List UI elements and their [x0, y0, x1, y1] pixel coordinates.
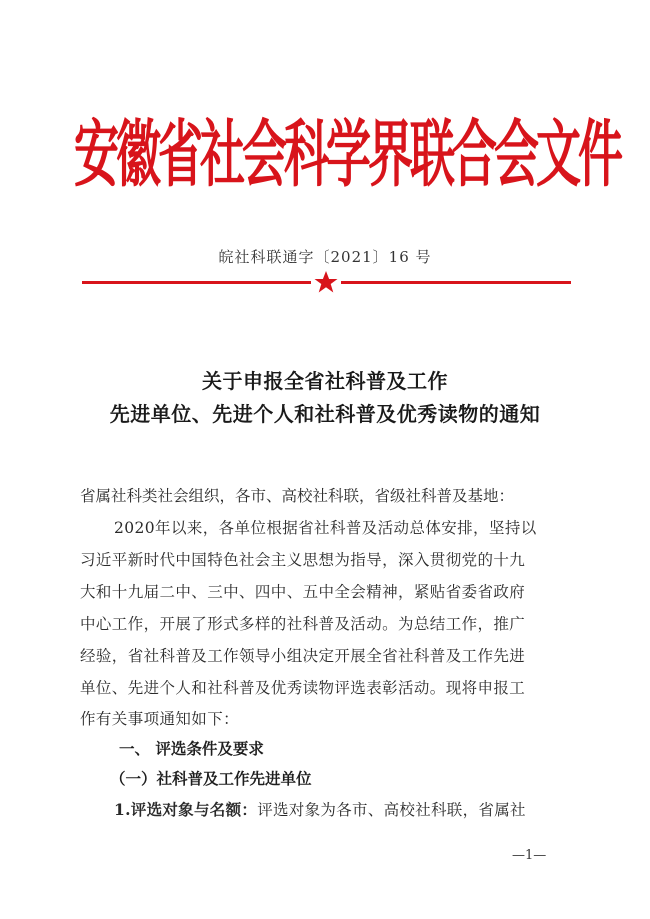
- item-1-label: 1.评选对象与名额：: [114, 800, 258, 819]
- notice-title-line2: 先进单位、先进个人和社科普及优秀读物的通知: [109, 402, 541, 426]
- paragraph-line: 经验，省社科普及工作领导小组决定开展全省社科普及工作先进: [80, 647, 526, 665]
- paragraph-line: 作有关事项通知如下：: [80, 710, 240, 728]
- item-1-text: 评选对象为各市、高校社科联，省属社: [257, 801, 526, 819]
- salutation: 省属社科类社会组织，各市、高校社科联，省级社科普及基地：: [80, 487, 515, 505]
- subsection-heading: （一）社科普及工作先进单位: [110, 769, 312, 788]
- paragraph-line: 习近平新时代中国特色社会主义思想为指导，深入贯彻党的十九: [80, 551, 526, 569]
- red-rule-right: [341, 281, 571, 284]
- paragraph-line: 2020年以来，各单位根据省社科普及活动总体安排，坚持以: [114, 519, 537, 537]
- page-number: —1—: [512, 848, 547, 863]
- document-number: 皖社科联通字〔2021〕16 号: [218, 248, 432, 266]
- red-star-icon: [313, 271, 339, 293]
- item-1: [114, 798, 526, 820]
- red-rule-left: [82, 281, 311, 284]
- paragraph-line: 中心工作，开展了形式多样的社科普及活动。为总结工作，推广: [80, 615, 526, 633]
- paragraph-line: 大和十九届二中、三中、四中、五中全会精神，紧贴省委省政府: [80, 583, 526, 601]
- paragraph-line: 单位、先进个人和社科普及优秀读物评选表彰活动。现将申报工: [80, 679, 526, 697]
- notice-title-line1: 关于申报全省社科普及工作: [202, 369, 448, 393]
- issuer-title: 安徽省社会科学界联合会文件: [74, 111, 621, 198]
- section-heading: 一、 评选条件及要求: [119, 740, 264, 758]
